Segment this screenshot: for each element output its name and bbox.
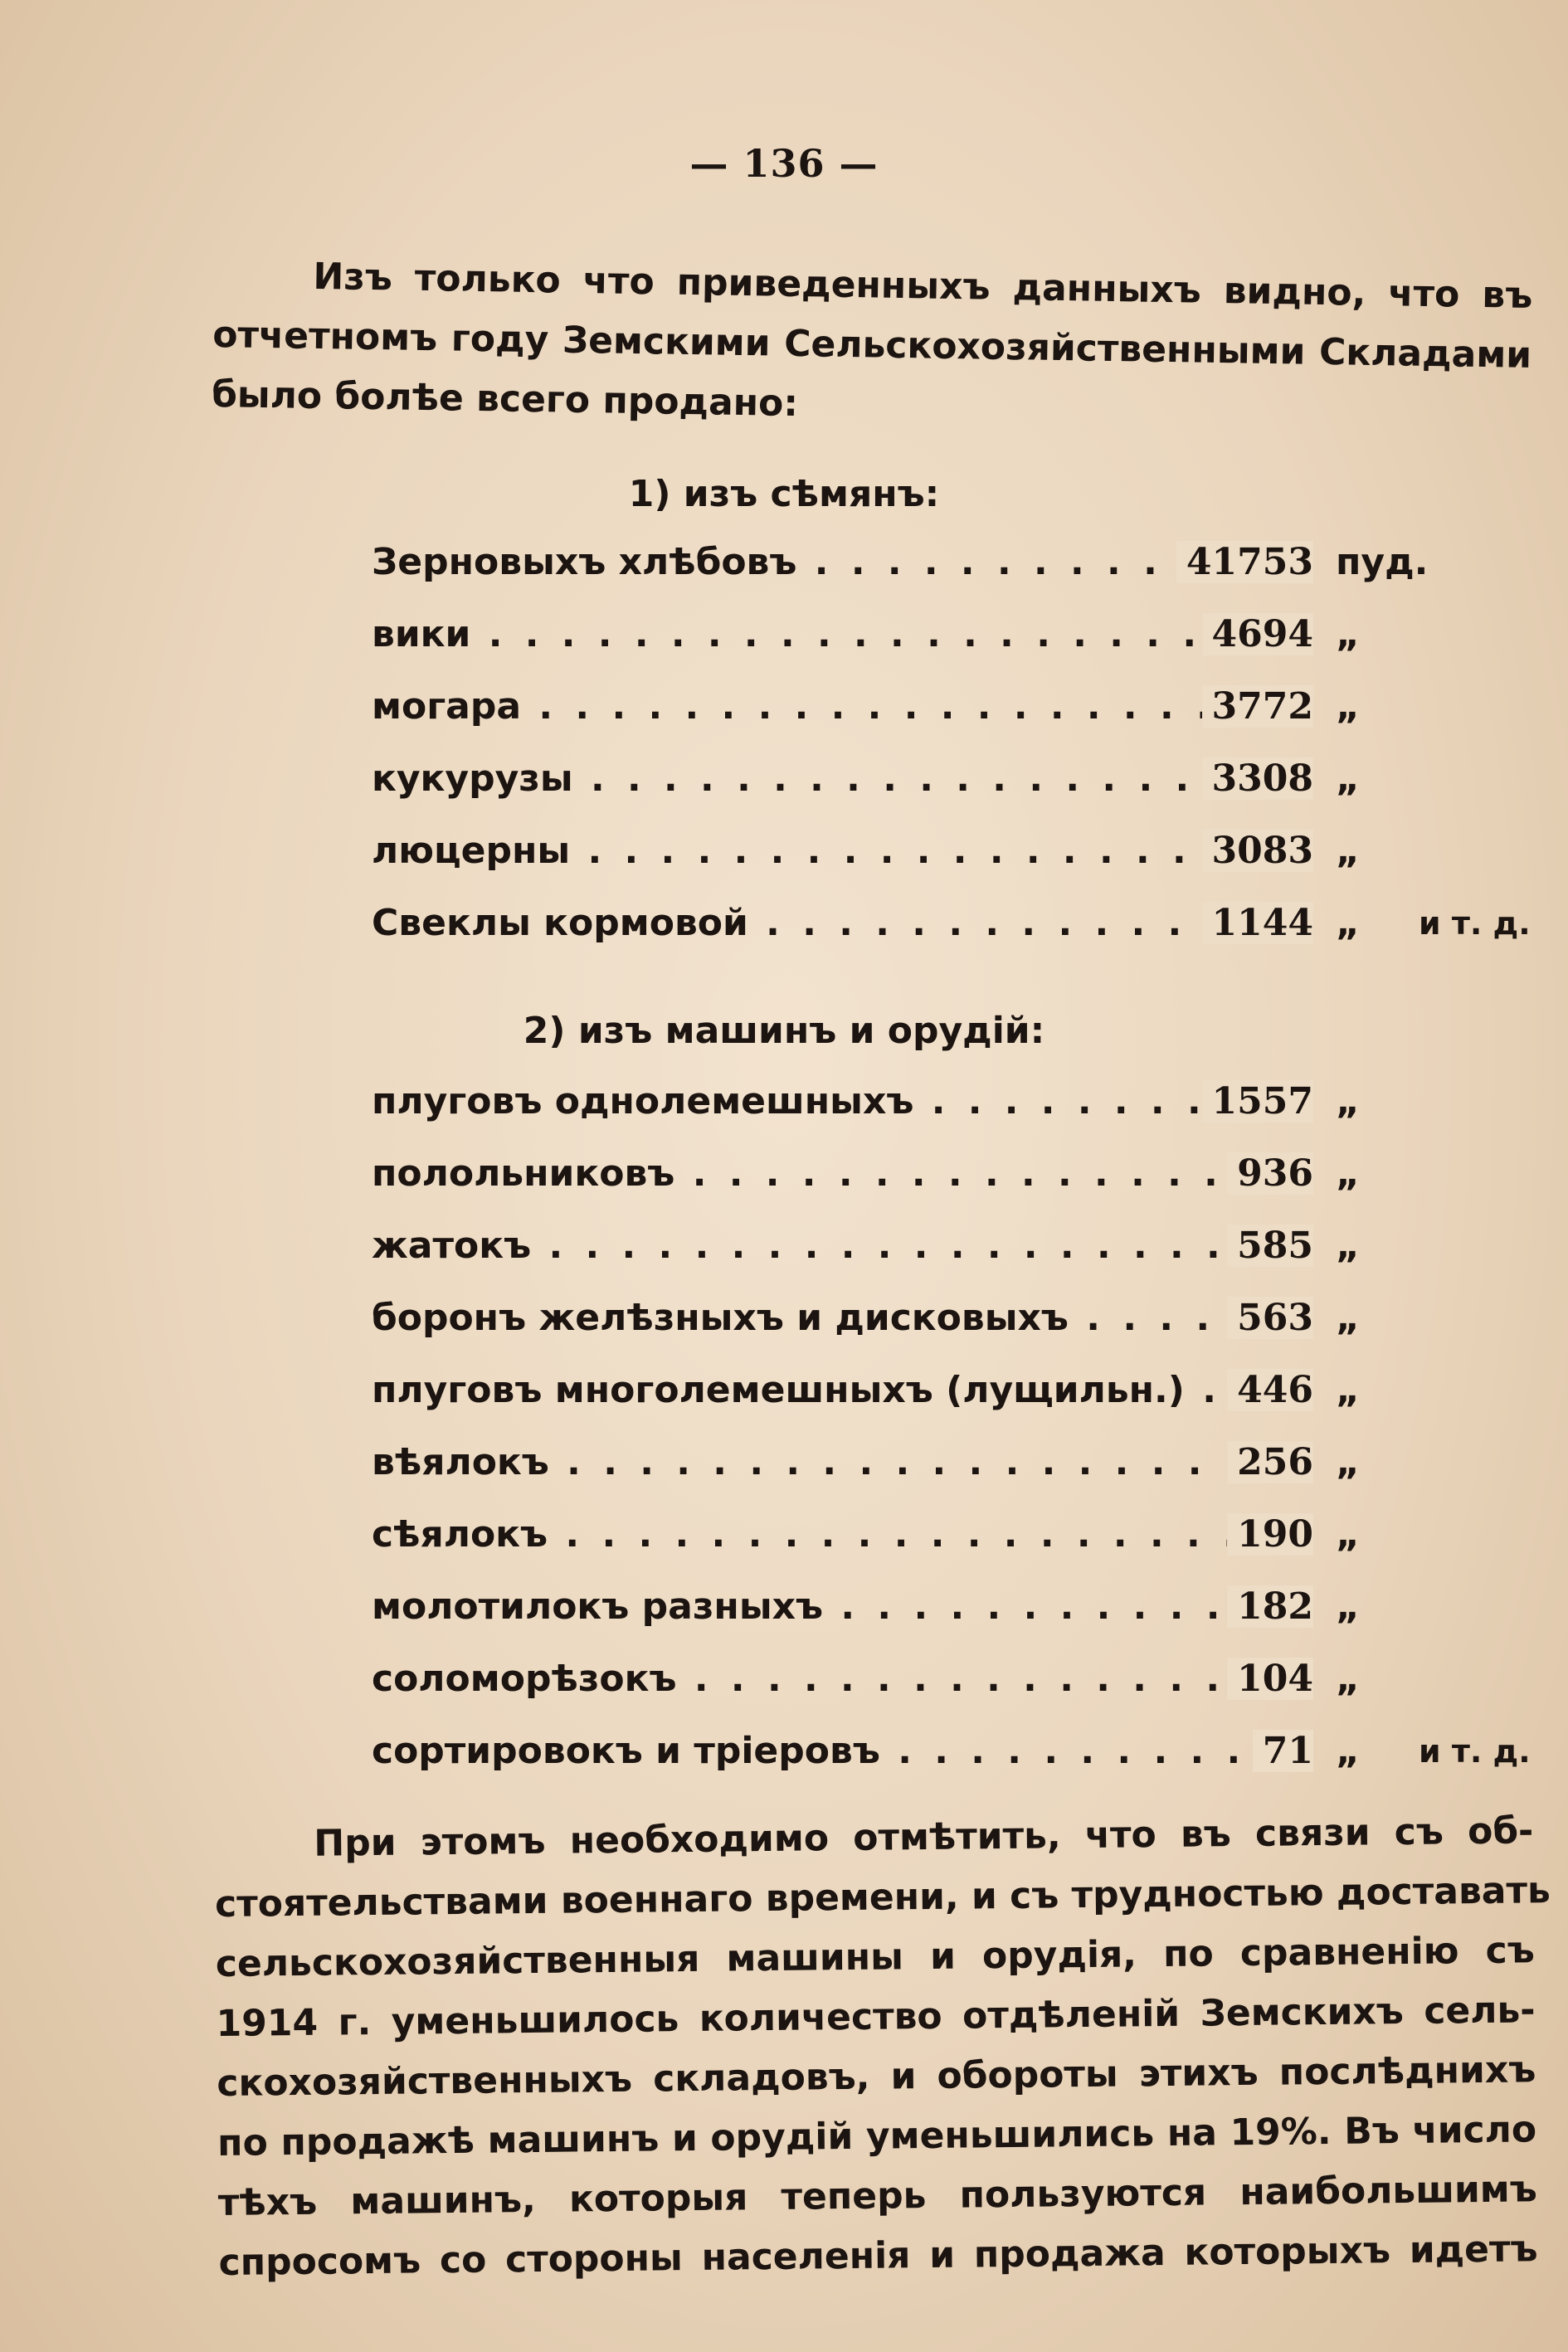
item-etc: и т. д. (1419, 1733, 1531, 1770)
list-item (372, 1658, 1566, 1730)
list-item (372, 1369, 1566, 1441)
item-name-text: Зерновыхъ хлѣбовъ (372, 541, 797, 583)
seeds-list (372, 541, 1566, 974)
item-name (372, 1297, 1313, 1339)
item-unit: „ (1336, 757, 1360, 800)
item-name (372, 1585, 1313, 1628)
item-unit: „ (1336, 1225, 1360, 1267)
item-name-text: боронъ желѣзныхъ и дисковыхъ (372, 1297, 1069, 1339)
item-name-text: вики (372, 613, 471, 655)
list-item (372, 1080, 1566, 1152)
item-quantity-text: 4694 (1202, 613, 1313, 655)
item-name-text: могара (372, 685, 522, 728)
item-quantity-text: 190 (1227, 1513, 1313, 1556)
intro-line: было болѣе всего продано: (211, 373, 799, 426)
item-quantity-text: 936 (1227, 1152, 1313, 1195)
item-quantity-text: 3772 (1202, 685, 1313, 728)
list-item (372, 685, 1566, 757)
item-quantity-text: 563 (1227, 1297, 1313, 1339)
item-unit: „ (1336, 1658, 1360, 1700)
list-item (372, 1585, 1566, 1658)
item-unit: „ (1336, 613, 1360, 655)
item-name (372, 1658, 1313, 1700)
list-item (372, 613, 1566, 685)
item-unit: „ (1336, 830, 1360, 872)
item-quantity-text: 3308 (1202, 757, 1313, 800)
item-name (372, 1080, 1313, 1122)
item-name-text: полольниковъ (372, 1152, 675, 1195)
item-name-text: кукурузы (372, 757, 573, 800)
item-name (372, 830, 1313, 872)
item-name (372, 757, 1313, 800)
item-unit: пуд. (1336, 541, 1429, 583)
list-item (372, 541, 1566, 613)
item-name (372, 1441, 1313, 1483)
closing-line: стоятельствами военнаго времени, и съ трудностью доставать (214, 1869, 1551, 1926)
item-quantity-text: 585 (1227, 1225, 1313, 1267)
item-name-text: сѣялокъ (372, 1513, 548, 1556)
list-item (372, 757, 1566, 830)
closing-line: по продажѣ машинъ и орудій уменьшились на 19%. Въ число (217, 2108, 1537, 2165)
list-item (372, 902, 1566, 974)
item-quantity-text: 256 (1227, 1441, 1313, 1483)
item-unit: „ (1336, 1585, 1360, 1628)
closing-line: тѣхъ машинъ, которыя теперь пользуются наибольшимъ (217, 2168, 1538, 2224)
machines-list (372, 1080, 1566, 1802)
item-quantity-text: 71 (1253, 1730, 1313, 1772)
list-item (372, 1225, 1566, 1297)
item-name-text: молотилокъ разныхъ (372, 1585, 824, 1628)
list-item (372, 1297, 1566, 1369)
closing-paragraph (214, 1801, 1551, 2293)
item-name-text: люцерны (372, 830, 571, 872)
item-etc: и т. д. (1419, 905, 1531, 942)
closing-line: скохозяйственныхъ складовъ, и обороты этихъ послѣднихъ (217, 2048, 1536, 2105)
item-quantity-text: 3083 (1202, 830, 1313, 872)
item-unit: „ (1336, 1441, 1360, 1483)
closing-line: спросомъ со стороны населенія и продажа которыхъ идетъ (218, 2228, 1538, 2284)
item-unit: „ (1336, 1513, 1360, 1556)
item-quantity-text: 1144 (1202, 902, 1313, 944)
item-name (372, 1513, 1313, 1556)
item-unit: „ (1336, 1080, 1360, 1122)
item-quantity-text: 41753 (1176, 541, 1313, 583)
item-name-text: вѣялокъ (372, 1441, 549, 1483)
page-number: — 136 — (689, 141, 879, 186)
item-quantity-text: 446 (1227, 1369, 1313, 1411)
item-name (372, 541, 1313, 583)
item-unit: „ (1336, 1152, 1360, 1195)
item-name (372, 685, 1313, 728)
item-name (372, 1730, 1313, 1772)
item-name-text: жатокъ (372, 1225, 532, 1267)
intro-paragraph (212, 246, 1533, 446)
item-quantity-text: 104 (1227, 1658, 1313, 1700)
item-name (372, 613, 1313, 655)
item-unit: „ (1336, 1297, 1360, 1339)
item-name (372, 1152, 1313, 1195)
item-name-text: сортировокъ и тріеровъ (372, 1730, 880, 1772)
item-quantity-text: 182 (1227, 1585, 1313, 1628)
list-item (372, 830, 1566, 902)
list-item (372, 1441, 1566, 1513)
item-name (372, 902, 1313, 944)
closing-line: 1914 г. уменьшилось количество отдѣленій Земскихъ сель- (216, 1989, 1536, 2045)
item-name-text: плуговъ многолемешныхъ (лущильн.) (372, 1369, 1185, 1411)
item-unit: „ (1336, 685, 1360, 728)
list-item (372, 1152, 1566, 1225)
section-heading-seeds: 1) изъ сѣмянъ: (628, 473, 940, 515)
item-name-text: плуговъ однолемешныхъ (372, 1080, 914, 1122)
item-unit: „ (1336, 1730, 1360, 1772)
item-name (372, 1369, 1313, 1411)
closing-line: сельскохозяйственныя машины и орудія, по сравненію съ (215, 1929, 1536, 1985)
list-item (372, 1730, 1566, 1802)
section-heading-machines: 2) изъ машинъ и орудій: (523, 1010, 1045, 1052)
item-unit: „ (1336, 1369, 1360, 1411)
item-unit: „ (1336, 902, 1360, 944)
item-name-text: соломорѣзокъ (372, 1658, 677, 1700)
closing-line: При этомъ необходимо отмѣтить, что въ связи съ об- (314, 1809, 1534, 1865)
intro-line: Изъ только что приведенныхъ данныхъ видно, что въ (313, 255, 1533, 317)
intro-line: отчетномъ году Земскими Сельскохозяйственными Складами (212, 313, 1532, 377)
item-name-text: Свеклы кормовой (372, 902, 748, 944)
item-quantity-text: 1557 (1202, 1080, 1313, 1122)
list-item (372, 1513, 1566, 1585)
item-name (372, 1225, 1313, 1267)
